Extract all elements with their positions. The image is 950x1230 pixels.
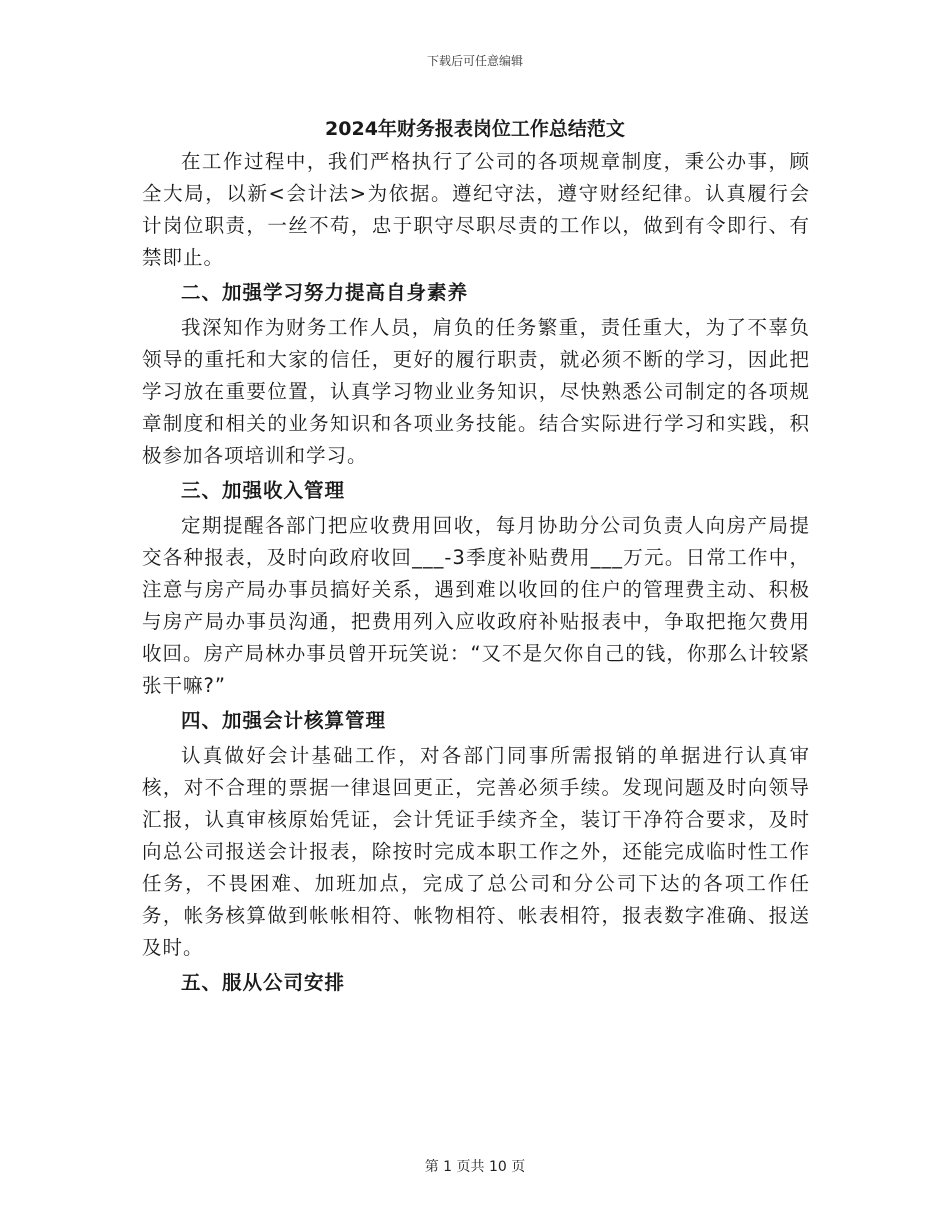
page-header: 下载后可任意编辑 <box>426 54 523 68</box>
section-heading-5: 五、服从公司安排 <box>181 971 346 994</box>
paragraph-income: 定期提醒各部门把应收费用回收，每月协助分公司负责人向房产局提交各种报表，及时向政府收回___-3季度补贴费用___万元。日常工作中，注意与房产局办事员搞好关系，遇到难以收回的住户的管理费主动、积极与房产局办事员沟通，把费用列入应收政府补贴报表中，争取把拖欠费用收回。房产局林办事员曾开玩笑说：“又不是欠你自己的钱，你那么计较紧张干嘛?” <box>142 514 810 697</box>
section-heading-2: 二、加强学习努力提高自身素养 <box>181 281 469 304</box>
section-heading-4: 四、加强会计核算管理 <box>181 709 387 732</box>
document-body <box>142 146 810 999</box>
section-heading-3: 三、加强收入管理 <box>181 479 346 502</box>
paragraph-intro: 在工作过程中，我们严格执行了公司的各项规章制度，秉公办事，顾全大局，以新<会计法>为依据。遵纪守法，遵守财经纪律。认真履行会计岗位职责，一丝不苟，忠于职守尽职尽责的工作以，做到有令即行、有禁即止。 <box>142 150 810 269</box>
page-footer: 第 1 页共 10 页 <box>424 1159 526 1175</box>
paragraph-study: 我深知作为财务工作人员，肩负的任务繁重，责任重大，为了不辜负领导的重托和大家的信任，更好的履行职责，就必须不断的学习，因此把学习放在重要位置，认真学习物业业务知识，尽快熟悉公司制定的各项规章制度和相关的业务知识和各项业务技能。结合实际进行学习和实践，积极参加各项培训和学习。 <box>142 316 810 467</box>
document-title: 2024年财务报表岗位工作总结范文 <box>325 118 625 140</box>
paragraph-accounting: 认真做好会计基础工作，对各部门同事所需报销的单据进行认真审核，对不合理的票据一律退回更正，完善必须手续。发现问题及时向领导汇报，认真审核原始凭证，会计凭证手续齐全，装订干净符合要求，及时向总公司报送会计报表，除按时完成本职工作之外，还能完成临时性工作任务，不畏困难、加班加点，完成了总公司和分公司下达的各项工作任务，帐务核算做到帐帐相符、帐物相符、帐表相符，报表数字准确、报送及时。 <box>142 744 810 959</box>
